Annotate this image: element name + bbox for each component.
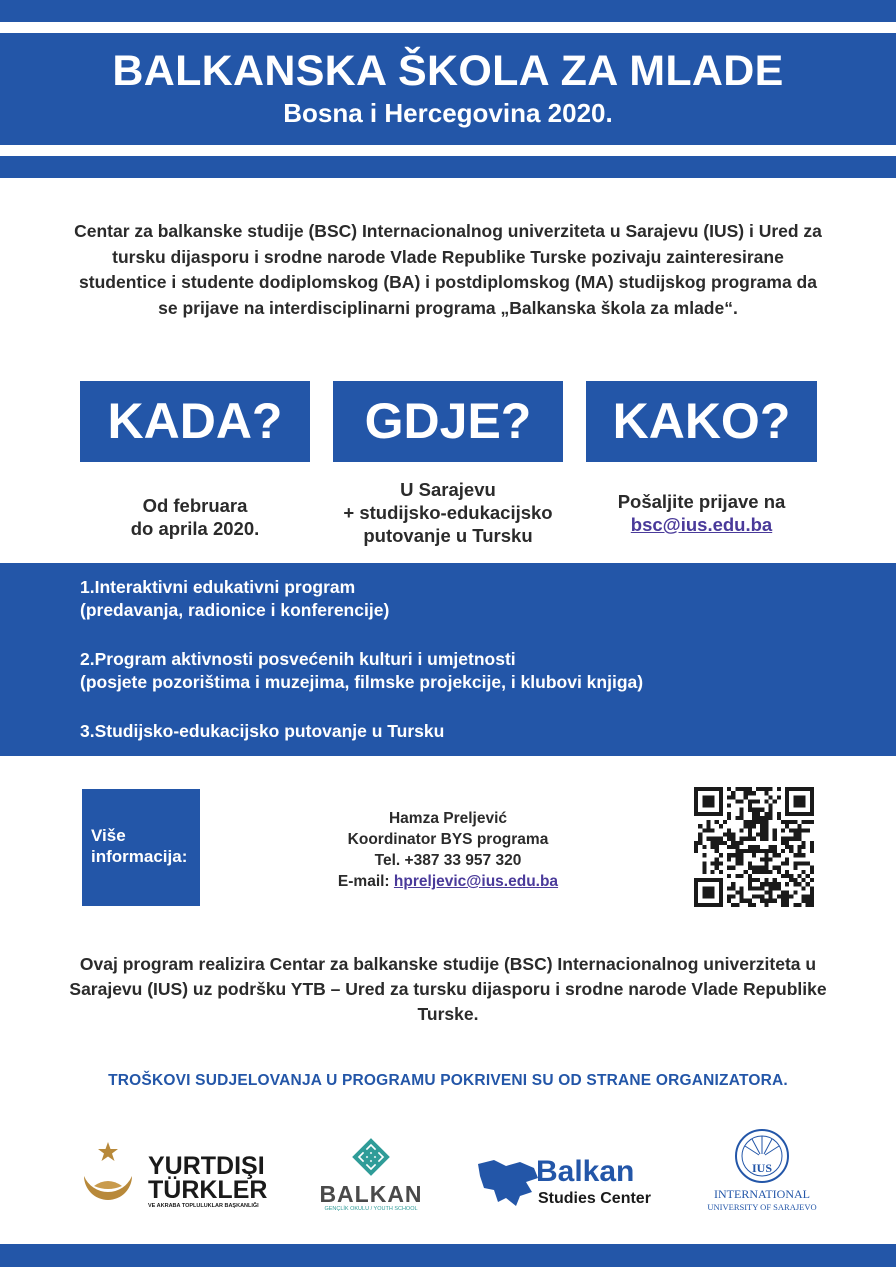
gdje-line-2: + studijsko-edukacijsko (343, 502, 553, 523)
feature-item (80, 720, 896, 743)
balkan-map-icon (476, 1158, 540, 1208)
more-info-line-1: Više (91, 826, 126, 845)
footer-stripe (0, 1244, 896, 1267)
bsc-line-2: Studies Center (538, 1190, 651, 1207)
kada-text (80, 494, 310, 540)
ytb-line-2: TÜRKLER (148, 1176, 268, 1204)
feature-title: 1.Interaktivni edukativni program (80, 577, 356, 597)
gdje-box: GDJE? (333, 381, 563, 462)
kada-box: KADA? (80, 381, 310, 462)
more-info-box (82, 789, 200, 906)
intro-paragraph: Centar za balkanske studije (BSC) Internacionalnog univerziteta u Sarajevu (IUS) i Ured za tursku dijasporu i srodne narode Vlade Republike Turske pozivaju zainteresirane studentice i studente dodiplomskog (BA) i postdiplomskog (MA) studijskog programa da se prijave na interdisciplinarni programa „Balkanska škola za mlade“. (74, 221, 822, 318)
gdje-line-1: U Sarajevu (400, 479, 496, 500)
feature-detail: (posjete pozorištima i muzejima, filmske projekcije, i klubovi knjiga) (80, 672, 644, 692)
bsc-line-1: Balkan (536, 1155, 635, 1188)
more-info-line-2: informacija: (91, 847, 188, 866)
kako-line-1: Pošaljite prijave na (617, 491, 786, 512)
balkan-youth-school-logo (312, 1138, 430, 1214)
feature-title: 2.Program aktivnosti posvećenih kulturi i umjetnosti (80, 649, 516, 669)
ytb-line-1: YURTDIŞI (148, 1152, 265, 1180)
header-bottom-stripe (0, 156, 896, 178)
sponsor-note: Ovaj program realizira Centar za balkanske studije (BSC) Internacionalnog univerziteta u Sarajevu (IUS) uz podršku YTB – Ured za tursku dijasporu i srodne narode Vlade Republike Turske. (69, 954, 827, 1024)
ius-logo (706, 1128, 818, 1218)
kako-box: KAKO? (586, 381, 817, 462)
feature-detail: (predavanja, radionice i konferencije) (80, 600, 390, 620)
contact-block (290, 808, 606, 892)
contact-phone: Tel. +387 33 957 320 (374, 852, 522, 869)
ius-abbr: IUS (751, 1161, 773, 1175)
balkan-name: BALKAN (319, 1181, 423, 1207)
page-subtitle: Bosna i Hercegovina 2020. (283, 98, 613, 128)
contact-email-link[interactable]: hpreljevic@ius.edu.ba (393, 873, 559, 890)
ytb-line-3: VE AKRABA TOPLULUKLAR BAŞKANLIĞI (148, 1203, 259, 1209)
features-band (0, 563, 896, 756)
qr-code-icon[interactable] (694, 787, 814, 907)
feature-item (80, 648, 896, 694)
kako-email-link[interactable]: bsc@ius.edu.ba (630, 514, 773, 535)
feature-item (80, 576, 896, 622)
knot-emblem-icon (349, 1138, 393, 1178)
crescent-star-icon (78, 1140, 138, 1212)
header-banner (0, 33, 896, 145)
gdje-line-3: putovanje u Tursku (363, 525, 533, 546)
gdje-text (333, 478, 563, 547)
ius-line-2: UNIVERSITY OF SARAJEVO (707, 1202, 817, 1212)
kada-line-1: Od februara (142, 495, 248, 516)
ius-seal-icon (734, 1128, 790, 1184)
kako-text (586, 490, 817, 536)
costs-notice: TROŠKOVI SUDJELOVANJA U PROGRAMU POKRIVENI SU OD STRANE ORGANIZATORA. (108, 1072, 788, 1089)
contact-name: Hamza Preljević (388, 810, 508, 827)
ius-line-1: INTERNATIONAL (714, 1187, 810, 1201)
contact-role: Koordinator BYS programa (347, 831, 549, 848)
balkan-sub: GENÇLİK OKULU / YOUTH SCHOOL (324, 1206, 418, 1212)
feature-title: 3.Studijsko-edukacijsko putovanje u Tursku (80, 721, 445, 741)
kada-line-2: do aprila 2020. (130, 518, 260, 539)
ytb-logo (78, 1140, 278, 1212)
contact-email-row (290, 871, 606, 892)
balkan-studies-center-logo (476, 1156, 656, 1216)
page-title: BALKANSKA ŠKOLA ZA MLADE (112, 47, 784, 95)
contact-email-label: E-mail: (337, 873, 390, 890)
header-top-stripe (0, 0, 896, 22)
